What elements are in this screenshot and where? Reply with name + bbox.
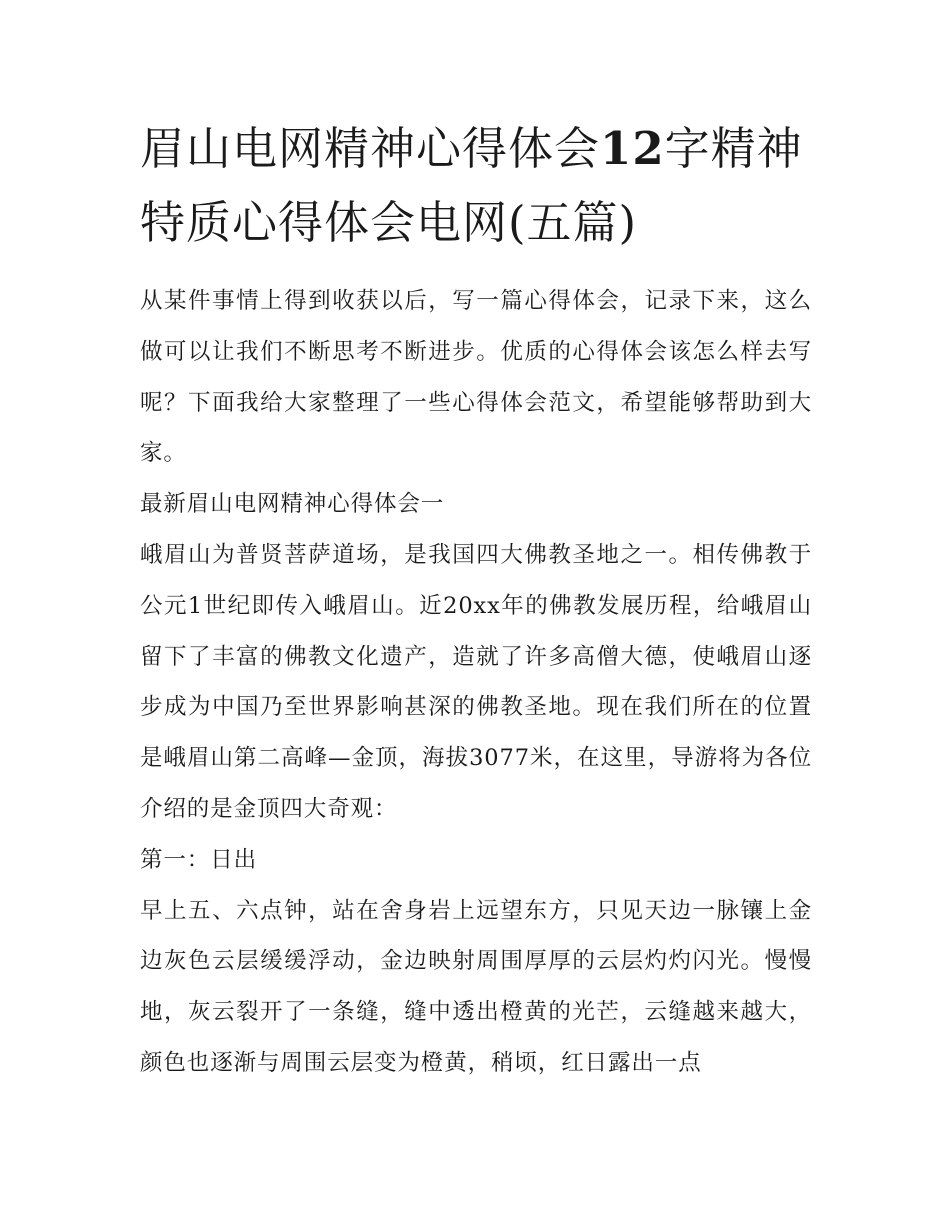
body-paragraph: 早上五、六点钟，站在舍身岩上远望东方，只见天边一脉镶上金边灰色云层缓缓浮动，金边映射周围厚厚的云层灼灼闪光。慢慢地，灰云裂开了一条缝，缝中透出橙黄的光芒，云缝越来越大，颜色也逐渐与周围云层变为橙黄，稍顷，红日露出一点 bbox=[140, 897, 812, 1076]
document-title bbox=[140, 112, 812, 260]
body-paragraph: 峨眉山为普贤菩萨道场，是我国四大佛教圣地之一。相传佛教于公元1世纪即传入峨眉山。近20xx年的佛教发展历程，给峨眉山留下了丰富的佛教文化遗产，造就了许多高僧大德，使峨眉山逐步成为中国乃至世界影响甚深的佛教圣地。现在我们所在的位置是峨眉山第二高峰—金顶，海拔3077米，在这里，导游将为各位介绍的是金顶四大奇观： bbox=[140, 541, 812, 822]
title-text-part2: 字精神特质心得体会电网(五篇) bbox=[140, 122, 803, 249]
sub-heading: 第一：日出 bbox=[140, 846, 258, 873]
title-text-part1: 眉山电网精神心得体会 bbox=[140, 122, 601, 175]
intro-paragraph: 从某件事情上得到收获以后，写一篇心得体会，记录下来，这么做可以让我们不断思考不断进步。优质的心得体会该怎么样去写呢？下面我给大家整理了一些心得体会范文，希望能够帮助到大家。 bbox=[140, 288, 812, 467]
document-page bbox=[140, 112, 812, 1089]
document-body bbox=[140, 276, 812, 1089]
section-heading: 最新眉山电网精神心得体会一 bbox=[140, 491, 445, 518]
title-number: 12 bbox=[600, 122, 665, 175]
